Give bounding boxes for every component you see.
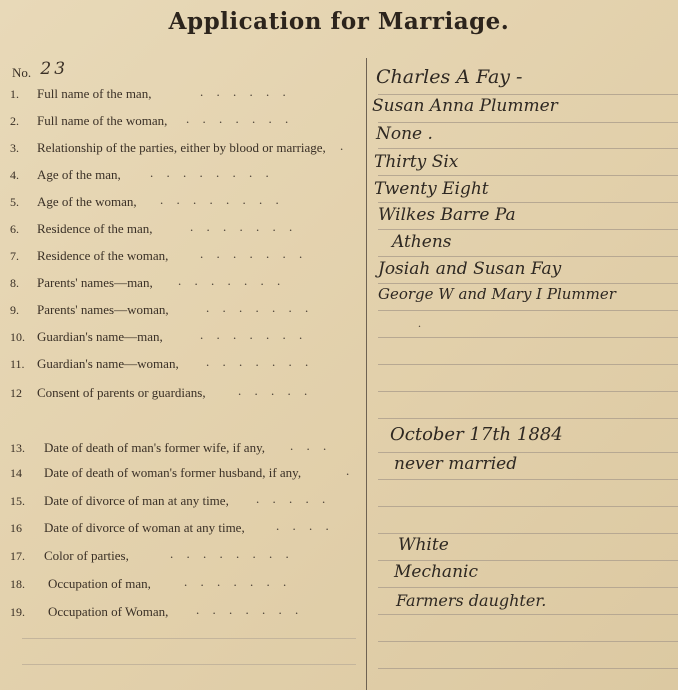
item-label: Color of parties, bbox=[44, 548, 129, 563]
item-label: Date of divorce of woman at any time, bbox=[44, 520, 245, 535]
ruled-line bbox=[378, 533, 678, 534]
handwritten-entry: Mechanic bbox=[394, 562, 478, 582]
page-title: Application for Marriage. bbox=[168, 8, 510, 35]
item-number: 3. bbox=[10, 141, 19, 155]
ruled-line bbox=[378, 283, 678, 284]
ruled-line bbox=[378, 560, 678, 561]
item-label: Guardian's name—man, bbox=[37, 329, 163, 344]
leader-dots: . . . . . . . bbox=[186, 111, 294, 126]
item-label: Full name of the man, bbox=[37, 86, 152, 101]
handwritten-entry: October 17th 1884 bbox=[390, 424, 563, 445]
form-item bbox=[0, 167, 362, 185]
ruled-line bbox=[378, 364, 678, 365]
application-number bbox=[12, 59, 69, 82]
handwritten-entry: George W and Mary I Plummer bbox=[378, 285, 616, 303]
leader-dots: . . . . . . . bbox=[178, 273, 286, 288]
form-item bbox=[0, 113, 362, 131]
item-label: Age of the woman, bbox=[37, 194, 137, 209]
item-label: Guardian's name—woman, bbox=[37, 356, 179, 371]
item-label: Full name of the woman, bbox=[37, 113, 168, 128]
item-label: Parents' names—woman, bbox=[37, 302, 169, 317]
handwritten-entry: Twenty Eight bbox=[374, 179, 489, 199]
form-item bbox=[0, 493, 362, 511]
item-number: 19. bbox=[10, 605, 25, 619]
ruled-line bbox=[378, 587, 678, 588]
item-number: 17. bbox=[10, 549, 25, 563]
application-number-label: No. bbox=[12, 65, 32, 80]
form-item bbox=[0, 302, 362, 320]
form-item bbox=[0, 221, 362, 239]
leader-dots: . . . . . . . bbox=[196, 602, 304, 617]
leader-dots: . . . . . . . . bbox=[160, 192, 284, 207]
form-item bbox=[0, 576, 362, 594]
ruled-line bbox=[378, 148, 678, 149]
item-label: Date of divorce of man at any time, bbox=[44, 493, 229, 508]
form-item bbox=[0, 520, 362, 538]
item-label: Date of death of woman's former husband, if any, bbox=[44, 465, 302, 480]
ruled-line bbox=[378, 229, 678, 230]
ruled-line bbox=[378, 479, 678, 480]
form-item bbox=[0, 604, 362, 622]
leader-dots: . . . . . bbox=[256, 491, 331, 506]
ruled-line bbox=[378, 337, 678, 338]
leader-dots: . . . . . . . . bbox=[150, 165, 274, 180]
handwritten-entry: Josiah and Susan Fay bbox=[378, 259, 562, 279]
leader-dots: . bbox=[340, 138, 349, 153]
item-number: 9. bbox=[10, 303, 19, 317]
ruled-line bbox=[378, 122, 678, 123]
leader-dots: . . . . . . . bbox=[206, 354, 314, 369]
item-number: 16 bbox=[10, 521, 22, 535]
item-label: Consent of parents or guardians, bbox=[37, 385, 206, 400]
column-divider bbox=[366, 58, 367, 690]
item-label: Occupation of Woman, bbox=[48, 604, 169, 619]
ruled-line bbox=[378, 175, 678, 176]
ruled-line bbox=[378, 418, 678, 419]
form-item bbox=[0, 548, 362, 566]
item-label: Date of death of man's former wife, if any, bbox=[44, 440, 265, 455]
item-label: Relationship of the parties, either by blood or marriage, bbox=[37, 140, 326, 155]
ruled-line bbox=[378, 668, 678, 669]
handwritten-entry: Farmers daughter. bbox=[396, 591, 547, 610]
item-label: Occupation of man, bbox=[48, 576, 151, 591]
ruled-line bbox=[22, 638, 356, 639]
form-item bbox=[0, 356, 362, 374]
form-item bbox=[0, 248, 362, 266]
ruled-line bbox=[378, 391, 678, 392]
item-number: 18. bbox=[10, 577, 25, 591]
handwritten-entry: None . bbox=[376, 124, 433, 144]
item-number: 4. bbox=[10, 168, 19, 182]
leader-dots: . . . . . . . bbox=[200, 327, 308, 342]
handwritten-entry: Athens bbox=[392, 232, 452, 252]
item-number: 14 bbox=[10, 466, 22, 480]
leader-dots: . . . . . bbox=[238, 383, 313, 398]
leader-dots: . . . . . . . bbox=[200, 246, 308, 261]
item-number: 2. bbox=[10, 114, 19, 128]
handwritten-entry: Wilkes Barre Pa bbox=[378, 205, 516, 225]
ruled-line bbox=[378, 452, 678, 453]
ruled-line bbox=[378, 506, 678, 507]
item-label: Age of the man, bbox=[37, 167, 121, 182]
handwritten-entry: Susan Anna Plummer bbox=[372, 96, 558, 116]
form-item bbox=[0, 194, 362, 212]
item-label: Parents' names—man, bbox=[37, 275, 153, 290]
leader-dots: . . . . . . . bbox=[184, 574, 292, 589]
form-item bbox=[0, 329, 362, 347]
item-number: 15. bbox=[10, 494, 25, 508]
item-number: 8. bbox=[10, 276, 19, 290]
leader-dots: . . . . . . . bbox=[206, 300, 314, 315]
ruled-line bbox=[378, 256, 678, 257]
handwritten-mark: . bbox=[418, 316, 421, 330]
form-item bbox=[0, 385, 362, 403]
leader-dots: . . . . . . . bbox=[190, 219, 298, 234]
form-item bbox=[0, 275, 362, 293]
form-item bbox=[0, 140, 362, 158]
ruled-line bbox=[378, 310, 678, 311]
ruled-line bbox=[378, 614, 678, 615]
form-item bbox=[0, 465, 362, 483]
item-number: 11. bbox=[10, 357, 25, 371]
item-label: Residence of the woman, bbox=[37, 248, 169, 263]
item-number: 7. bbox=[10, 249, 19, 263]
handwritten-entry: Thirty Six bbox=[374, 152, 459, 172]
item-number: 6. bbox=[10, 222, 19, 236]
application-number-value: 23 bbox=[40, 59, 69, 79]
ruled-line bbox=[378, 94, 678, 95]
handwritten-entry: Charles A Fay - bbox=[376, 66, 523, 88]
handwritten-entry: White bbox=[398, 535, 449, 555]
leader-dots: . bbox=[346, 463, 355, 478]
handwritten-entry: never married bbox=[394, 454, 518, 474]
item-number: 10. bbox=[10, 330, 25, 344]
item-label: Residence of the man, bbox=[37, 221, 153, 236]
leader-dots: . . . . bbox=[276, 518, 334, 533]
leader-dots: . . . bbox=[290, 438, 332, 453]
leader-dots: . . . . . . bbox=[200, 84, 291, 99]
form-item bbox=[0, 440, 362, 458]
item-number: 5. bbox=[10, 195, 19, 209]
ruled-line bbox=[22, 664, 356, 665]
item-number: 13. bbox=[10, 441, 25, 455]
item-number: 1. bbox=[10, 87, 19, 101]
form-item bbox=[0, 86, 362, 104]
item-number: 12 bbox=[10, 386, 22, 400]
ruled-line bbox=[378, 641, 678, 642]
ruled-line bbox=[378, 202, 678, 203]
leader-dots: . . . . . . . . bbox=[170, 546, 294, 561]
